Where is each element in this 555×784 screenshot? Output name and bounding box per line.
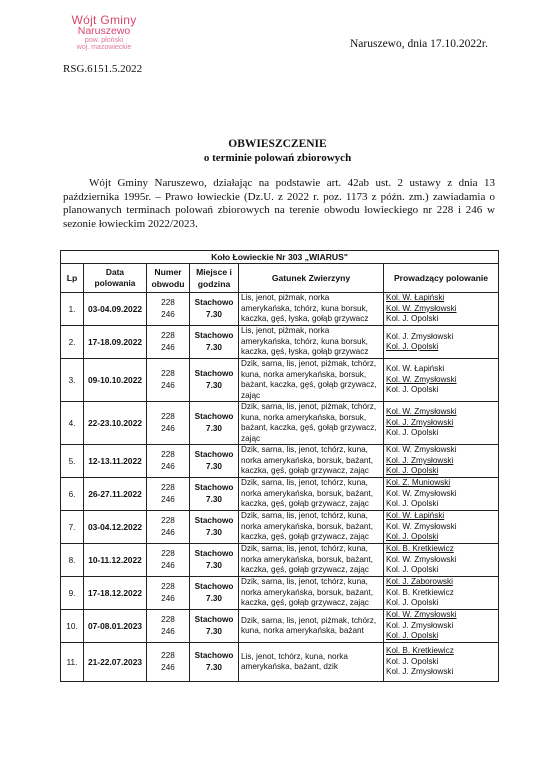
place-name: Stachowo xyxy=(194,582,234,591)
lp-value: 2. xyxy=(68,337,76,347)
cell-place xyxy=(190,478,239,511)
cell-place xyxy=(190,402,239,445)
number-1: 228 xyxy=(161,516,175,525)
cell-place xyxy=(190,326,239,359)
header-leaders: Prowadzący polowanie xyxy=(384,264,499,293)
lp-value: 8. xyxy=(68,555,76,565)
cell-date xyxy=(84,445,147,478)
cell-place xyxy=(190,643,239,682)
stamp-line-1: Wójt Gminy xyxy=(71,13,137,27)
date-value: 07-08.01.2023 xyxy=(87,621,143,631)
leader-name: Kol. J. Zmysłowski xyxy=(386,417,454,427)
lp-value: 4. xyxy=(68,418,76,428)
cell-game xyxy=(239,511,384,544)
leader-name: Kol. J. Zmysłowski xyxy=(386,667,454,677)
leader-name: Kol. W. Zmysłowski xyxy=(386,554,457,564)
number-2: 246 xyxy=(161,310,175,319)
table-row xyxy=(61,402,499,445)
date-value: 22-23.10.2022 xyxy=(87,418,143,428)
place-time: 7.30 xyxy=(206,495,222,504)
document-subtitle: o terminie polowań zbiorowych xyxy=(203,152,352,164)
cell-number xyxy=(147,359,190,402)
table-row xyxy=(61,478,499,511)
lp-value: 6. xyxy=(68,489,76,499)
leader-name: Kol. J. Zaborowski xyxy=(386,577,453,587)
header-place: Miejsce i godzina xyxy=(190,264,239,293)
number-2: 246 xyxy=(161,627,175,636)
cell-place xyxy=(190,445,239,478)
leader-name: Kol. W. Łapiński xyxy=(386,364,445,374)
cell-number xyxy=(147,511,190,544)
number-1: 228 xyxy=(161,298,175,307)
lp-value: 3. xyxy=(68,375,76,385)
cell-number xyxy=(147,610,190,643)
leader-name: Kol. B. Kretkiewicz xyxy=(386,646,454,656)
stamp-line-3: pow. płoński xyxy=(84,36,124,44)
lp-value: 1. xyxy=(68,304,76,314)
leader-name: Kol. W. Zmysłowski xyxy=(386,303,457,313)
number-1: 228 xyxy=(161,450,175,459)
leader-name: Kol. W. Zmysłowski xyxy=(386,610,457,620)
date-value: 09-10.10.2022 xyxy=(87,375,143,385)
game-list: Lis, jenot, piżmak, norka amerykańska, tchórz, kuna borsuk, kaczka, gęś, łyska, gołąb grzywacz xyxy=(241,293,369,324)
stamp-line-2: Naruszewo xyxy=(77,25,131,37)
place-name: Stachowo xyxy=(194,651,234,660)
place-time: 7.30 xyxy=(206,528,222,537)
club-name: Koło Łowieckie Nr 303 „WIARUS" xyxy=(61,251,499,264)
leader-name: Kol. J. Opolski xyxy=(386,598,439,608)
cell-place xyxy=(190,610,239,643)
leader-name: Kol. Z. Muniowski xyxy=(386,478,451,488)
leader-name: Kol. J. Zmysłowski xyxy=(386,620,454,630)
date-value: 03-04.12.2022 xyxy=(87,522,143,532)
cell-game xyxy=(239,326,384,359)
announcement-body: Wójt Gminy Naruszewo, działając na podstawie art. 42ab ust. 2 ustawy z dnia 13 października 1995r. – Prawo łowieckie (Dz.U. z 2022 r. poz. 1173 z późn. zm.) zawiadamia o planowanych terminach polowań zbiorowych na terenie obwodu łowieckiego nr 228 i 246 w sezonie łowieckim 2022/2023. xyxy=(63,177,495,230)
leader-name: Kol. B. Kretkiewicz xyxy=(386,587,454,597)
cell-game xyxy=(239,293,384,326)
leader-name: Kol. J. Opolski xyxy=(386,314,439,324)
game-list: Dzik, sarna, lis, jenot, tchórz, kuna, norka amerykańska, borsuk, bażant, kaczka, gęś, gołąb grzywacz, zając xyxy=(241,544,373,575)
leader-name: Kol. W. Zmysłowski xyxy=(386,407,457,417)
number-1: 228 xyxy=(161,483,175,492)
cell-leaders xyxy=(384,359,499,402)
date-value: 17-18.12.2022 xyxy=(87,588,143,598)
number-2: 246 xyxy=(161,594,175,603)
leader-name: Kol. J. Zmysłowski xyxy=(386,455,454,465)
hunting-schedule-table xyxy=(60,250,499,682)
table-row xyxy=(61,511,499,544)
cell-date xyxy=(84,326,147,359)
cell-game xyxy=(239,445,384,478)
cell-date xyxy=(84,293,147,326)
game-list: Lis, jenot, piżmak, norka amerykańska, tchórz, kuna borsuk, kaczka, gęś, łyska, gołąb grzywacz xyxy=(241,326,369,357)
leader-name: Kol. J. Opolski xyxy=(386,342,439,351)
header-number: Numer obwodu xyxy=(147,264,190,293)
date-value: 10-11.12.2022 xyxy=(88,555,142,565)
cell-game xyxy=(239,402,384,445)
cell-lp xyxy=(61,359,84,402)
place-name: Stachowo xyxy=(194,412,234,421)
cell-game xyxy=(239,359,384,402)
number-1: 228 xyxy=(161,651,175,660)
leader-name: Kol. J. Opolski xyxy=(386,656,439,666)
leader-name: Kol. J. Opolski xyxy=(386,532,439,542)
cell-leaders xyxy=(384,511,499,544)
place-name: Stachowo xyxy=(194,483,234,492)
place-time: 7.30 xyxy=(206,663,222,672)
number-2: 246 xyxy=(161,424,175,433)
cell-date xyxy=(84,544,147,577)
place-time: 7.30 xyxy=(206,310,222,319)
header-game: Gatunek Zwierzyny xyxy=(239,264,384,293)
place-name: Stachowo xyxy=(194,549,234,558)
cell-number xyxy=(147,326,190,359)
cell-lp xyxy=(61,577,84,610)
number-1: 228 xyxy=(161,549,175,558)
cell-place xyxy=(190,511,239,544)
number-2: 246 xyxy=(161,381,175,390)
game-list: Dzik, sarna, lis, jenot, tchórz, kuna, norka amerykańska, borsuk, bażant, kaczka, gęś, gołąb grzywacz, zając xyxy=(241,577,373,608)
cell-place xyxy=(190,544,239,577)
number-2: 246 xyxy=(161,462,175,471)
lp-value: 7. xyxy=(68,522,76,532)
number-2: 246 xyxy=(161,663,175,672)
leader-name: Kol. J. Opolski xyxy=(386,428,439,438)
table-row xyxy=(61,326,499,359)
cell-date xyxy=(84,610,147,643)
table-row xyxy=(61,544,499,577)
game-list: Dzik, sarna, lis, jenot, tchórz, kuna, norka amerykańska, borsuk, bażant, kaczka, gęś, gołąb grzywacz, zając xyxy=(241,478,373,509)
cell-leaders xyxy=(384,445,499,478)
table-row xyxy=(61,643,499,682)
place-time: 7.30 xyxy=(206,424,222,433)
cell-number xyxy=(147,445,190,478)
place-time: 7.30 xyxy=(206,462,222,471)
cell-lp xyxy=(61,478,84,511)
cell-game xyxy=(239,610,384,643)
cell-game xyxy=(239,544,384,577)
lp-value: 5. xyxy=(68,456,76,466)
reference-number: RSG.6151.5.2022 xyxy=(63,63,143,75)
cell-place xyxy=(190,359,239,402)
cell-number xyxy=(147,643,190,682)
date-value: 21-22.07.2023 xyxy=(87,657,143,667)
cell-lp xyxy=(61,445,84,478)
number-2: 246 xyxy=(161,343,175,352)
cell-number xyxy=(147,544,190,577)
cell-lp xyxy=(61,610,84,643)
cell-date xyxy=(84,402,147,445)
cell-leaders xyxy=(384,577,499,610)
cell-number xyxy=(147,478,190,511)
office-stamp xyxy=(58,14,150,51)
place-time: 7.30 xyxy=(206,594,222,603)
leader-name: Kol. W. Zmysłowski xyxy=(386,374,457,384)
leader-name: Kol. J. Opolski xyxy=(386,631,439,641)
date-line: Naruszewo, dnia 17.10.2022r. xyxy=(350,38,488,50)
place-name: Stachowo xyxy=(194,369,234,378)
cell-leaders xyxy=(384,478,499,511)
lp-value: 11. xyxy=(66,657,78,667)
leader-name: Kol. J. Opolski xyxy=(386,466,439,476)
lp-value: 9. xyxy=(68,588,76,598)
leader-name: Kol. W. Łapiński xyxy=(386,511,445,521)
table-row xyxy=(61,577,499,610)
header-date: Data polowania xyxy=(84,264,147,293)
table-row xyxy=(61,445,499,478)
place-time: 7.30 xyxy=(206,381,222,390)
cell-lp xyxy=(61,643,84,682)
number-1: 228 xyxy=(161,412,175,421)
number-1: 228 xyxy=(161,615,175,624)
leader-name: Kol. J. Opolski xyxy=(386,565,439,575)
leader-name: Kol. B. Kretkiewicz xyxy=(386,544,454,554)
cell-game xyxy=(239,478,384,511)
cell-lp xyxy=(61,326,84,359)
game-list: Dzik, sarna, lis, jenot, tchórz, kuna, norka amerykańska, borsuk, bażant, kaczka, gęś, gołąb grzywacz, zając xyxy=(241,511,373,542)
cell-leaders xyxy=(384,326,499,359)
date-value: 12-13.11.2022 xyxy=(88,456,142,466)
game-list: Dzik, sarna, lis, jenot, piżmak, tchórz, kuna, norka amerykańska, borsuk, bażant, kaczka, gęś, gołąb grzywacz, zając xyxy=(241,402,377,443)
header-lp: Lp xyxy=(61,264,84,293)
number-1: 228 xyxy=(161,582,175,591)
table-row xyxy=(61,610,499,643)
cell-lp xyxy=(61,402,84,445)
cell-date xyxy=(84,478,147,511)
document-title: OBWIESZCZENIE xyxy=(228,138,327,150)
cell-date xyxy=(84,643,147,682)
leader-name: Kol. J. Opolski xyxy=(386,385,439,395)
cell-date xyxy=(84,359,147,402)
place-time: 7.30 xyxy=(206,627,222,636)
game-list: Lis, jenot, tchórz, kuna, norka amerykańska, bażant, dzik xyxy=(241,651,348,671)
cell-leaders xyxy=(384,643,499,682)
number-1: 228 xyxy=(161,331,175,340)
table-row xyxy=(61,359,499,402)
cell-date xyxy=(84,577,147,610)
place-name: Stachowo xyxy=(194,331,234,340)
date-value: 03-04.09.2022 xyxy=(87,304,143,314)
place-name: Stachowo xyxy=(194,298,234,307)
cell-leaders xyxy=(384,610,499,643)
cell-number xyxy=(147,577,190,610)
lp-value: 10. xyxy=(66,621,78,631)
cell-game xyxy=(239,577,384,610)
place-name: Stachowo xyxy=(194,450,234,459)
leader-name: Kol. W. Zmysłowski xyxy=(386,488,457,498)
date-value: 26-27.11.2022 xyxy=(88,489,142,499)
game-list: Dzik, sarna, lis, jenot, tchórz, kuna, norka amerykańska, borsuk, bażant, kaczka, gęś, gołąb grzywacz, zając xyxy=(241,445,373,476)
game-list: Dzik, sarna, lis, jenot, piżmak, tchórz, kuna, norka amerykańska, bażant xyxy=(241,615,377,635)
number-1: 228 xyxy=(161,369,175,378)
cell-leaders xyxy=(384,293,499,326)
cell-lp xyxy=(61,511,84,544)
date-value: 17-18.09.2022 xyxy=(87,337,143,347)
number-2: 246 xyxy=(161,561,175,570)
leader-name: Kol. J. Opolski xyxy=(386,499,439,509)
number-2: 246 xyxy=(161,528,175,537)
cell-place xyxy=(190,577,239,610)
number-2: 246 xyxy=(161,495,175,504)
cell-lp xyxy=(61,544,84,577)
cell-date xyxy=(84,511,147,544)
place-time: 7.30 xyxy=(206,561,222,570)
leader-name: Kol. W. Łapiński xyxy=(386,293,445,303)
cell-place xyxy=(190,293,239,326)
leader-name: Kol. W. Zmysłowski xyxy=(386,521,457,531)
cell-number xyxy=(147,293,190,326)
place-time: 7.30 xyxy=(206,343,222,352)
cell-game xyxy=(239,643,384,682)
table-row xyxy=(61,293,499,326)
cell-lp xyxy=(61,293,84,326)
place-name: Stachowo xyxy=(194,516,234,525)
cell-leaders xyxy=(384,544,499,577)
place-name: Stachowo xyxy=(194,615,234,624)
cell-number xyxy=(147,402,190,445)
leader-name: Kol. J. Zmysłowski xyxy=(386,331,454,341)
stamp-line-4: woj. mazowieckie xyxy=(76,43,132,51)
game-list: Dzik, sarna, lis, jenot, piżmak, tchórz, kuna, norka amerykańska, borsuk, bażant, kaczka, gęś, gołąb grzywacz, zając xyxy=(241,359,377,400)
leader-name: Kol. W. Zmysłowski xyxy=(386,445,457,455)
cell-leaders xyxy=(384,402,499,445)
